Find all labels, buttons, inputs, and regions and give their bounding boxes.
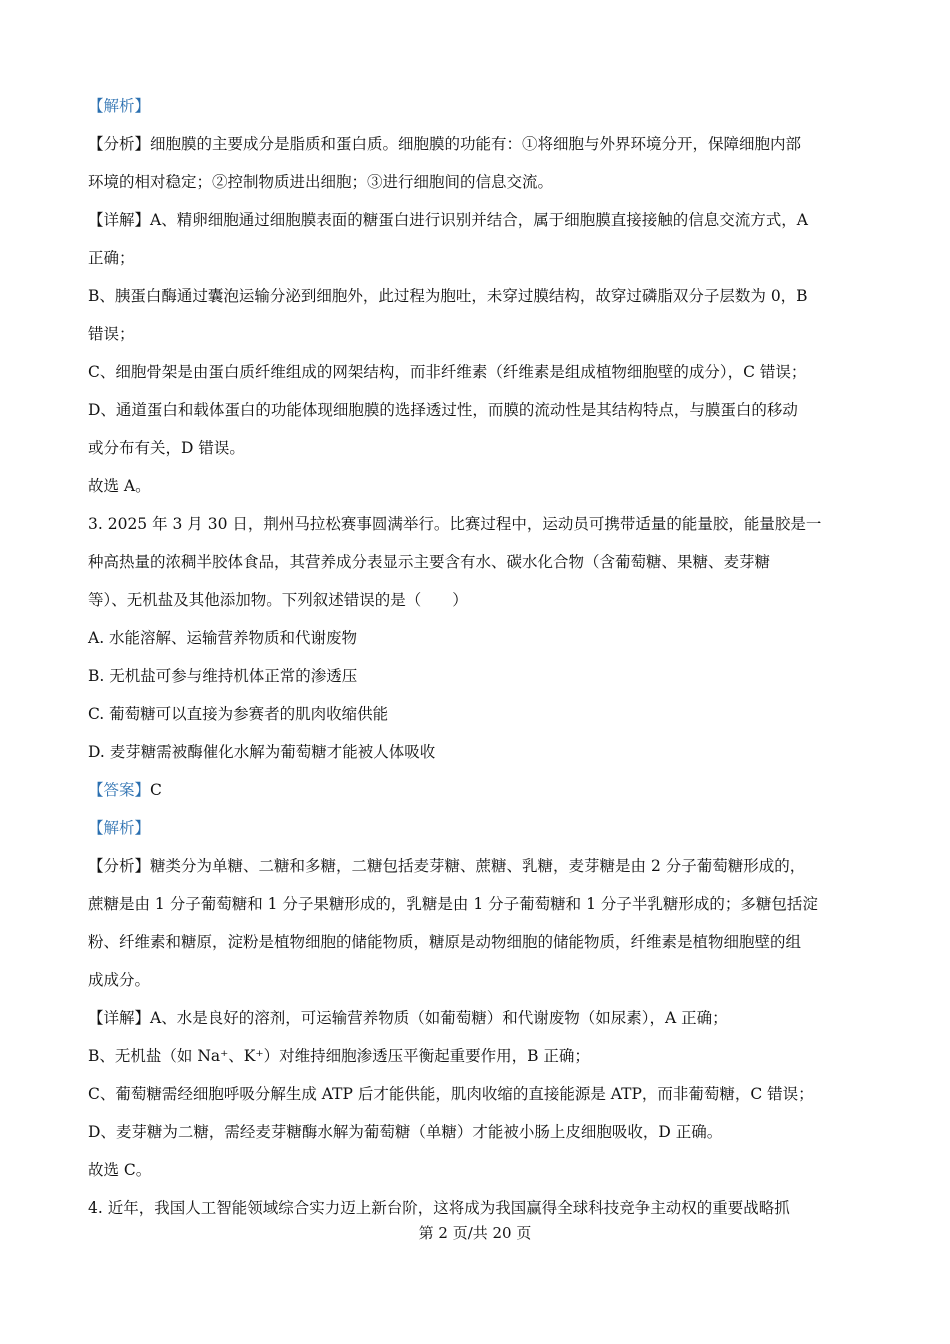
answer-value: C <box>150 781 162 799</box>
q4-stem-line-1: 4. 近年，我国人工智能领域综合实力迈上新台阶，这将成为我国赢得全球科技竞争主动权的重要战略抓 <box>88 1199 790 1217</box>
xiangjie-tag: 【详解】 <box>88 1009 151 1027</box>
q2-detail-d-line-2: 或分布有关，D 错误。 <box>88 439 245 457</box>
q2-fenxi-line-2: 环境的相对稳定；②控制物质进出细胞；③进行细胞间的信息交流。 <box>88 173 554 191</box>
q3-stem-line-3: 等）、无机盐及其他添加物。下列叙述错误的是（ ） <box>88 591 468 609</box>
q2-detail-b-line-1: B、胰蛋白酶通过囊泡运输分泌到细胞外，此过程为胞吐，未穿过膜结构，故穿过磷脂双分子层数为 0，B <box>88 287 808 305</box>
q3-fenxi-line-4: 成成分。 <box>88 971 151 989</box>
q3-detail-c-line-1: C、葡萄糖需经细胞呼吸分解生成 ATP 后才能供能，肌肉收缩的直接能源是 ATP，而非葡萄糖，C 错误； <box>88 1085 814 1103</box>
detail-text: A、精卵细胞通过细胞膜表面的糖蛋白进行识别并结合，属于细胞膜直接接触的信息交流方式，A <box>150 211 808 229</box>
detail-text: A、水是良好的溶剂，可运输营养物质（如葡萄糖）和代谢废物（如尿素），A 正确； <box>150 1009 728 1027</box>
q2-detail-d-line-1: D、通道蛋白和载体蛋白的功能体现细胞膜的选择透过性，而膜的流动性是其结构特点，与膜蛋白的移动 <box>88 401 798 419</box>
q3-answer <box>88 779 868 801</box>
q3-option-b: B. 无机盐可参与维持机体正常的渗透压 <box>88 667 358 685</box>
q2-detail-a-line-1 <box>88 209 868 231</box>
q2-detail-b-line-2: 错误； <box>88 325 135 343</box>
fenxi-tag: 【分析】 <box>88 135 151 153</box>
q2-detail-a-line-2: 正确； <box>88 249 135 267</box>
q3-fenxi-line-2: 蔗糖是由 1 分子葡萄糖和 1 分子果糖形成的，乳糖是由 1 分子葡萄糖和 1 分子半乳糖形成的；多糖包括淀 <box>88 895 818 913</box>
q2-analysis-heading: 【解析】 <box>88 97 151 115</box>
q3-stem-line-1: 3. 2025 年 3 月 30 日，荆州马拉松赛事圆满举行。比赛过程中，运动员可携带适量的能量胶，能量胶是一 <box>88 515 822 533</box>
q3-detail-d-line-1: D、麦芽糖为二糖，需经麦芽糖酶水解为葡萄糖（单糖）才能被小肠上皮细胞吸收，D 正确。 <box>88 1123 723 1141</box>
xiangjie-tag: 【详解】 <box>88 211 151 229</box>
q3-fenxi-line-1 <box>88 855 868 877</box>
q3-detail-b-line-1: B、无机盐（如 Na⁺、K⁺）对维持细胞渗透压平衡起重要作用，B 正确； <box>88 1047 590 1065</box>
q2-conclusion: 故选 A。 <box>88 477 151 495</box>
q3-analysis-heading: 【解析】 <box>88 819 151 837</box>
fenxi-text: 糖类分为单糖、二糖和多糖，二糖包括麦芽糖、蔗糖、乳糖，麦芽糖是由 2 分子葡萄糖形成的， <box>150 857 806 875</box>
q3-fenxi-line-3: 粉、纤维素和糖原，淀粉是植物细胞的储能物质，糖原是动物细胞的储能物质，纤维素是植物细胞壁的组 <box>88 933 802 951</box>
q3-option-d: D. 麦芽糖需被酶催化水解为葡萄糖才能被人体吸收 <box>88 743 436 761</box>
page-footer: 第 2 页/共 20 页 <box>418 1224 532 1242</box>
q3-option-a: A. 水能溶解、运输营养物质和代谢废物 <box>88 629 358 647</box>
answer-tag: 【答案】 <box>88 781 151 799</box>
q2-fenxi-line-1 <box>88 133 868 155</box>
fenxi-text: 细胞膜的主要成分是脂质和蛋白质。细胞膜的功能有：①将细胞与外界环境分开，保障细胞内部 <box>150 135 802 153</box>
q2-detail-c-line-1: C、细胞骨架是由蛋白质纤维组成的网架结构，而非纤维素（纤维素是组成植物细胞壁的成分），C 错误； <box>88 363 807 381</box>
q3-option-c: C. 葡萄糖可以直接为参赛者的肌肉收缩供能 <box>88 705 389 723</box>
fenxi-tag: 【分析】 <box>88 857 151 875</box>
q3-stem-line-2: 种高热量的浓稠半胶体食品，其营养成分表显示主要含有水、碳水化合物（含葡萄糖、果糖、麦芽糖 <box>88 553 771 571</box>
q3-conclusion: 故选 C。 <box>88 1161 152 1179</box>
q3-detail-a-line-1 <box>88 1007 868 1029</box>
